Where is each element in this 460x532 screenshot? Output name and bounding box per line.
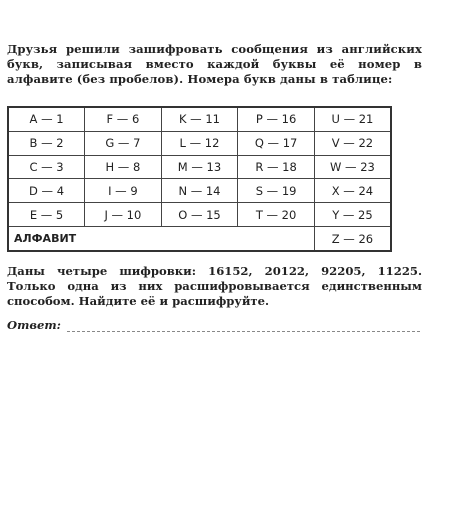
table-cell: J — 10: [85, 203, 162, 227]
table-cell: W — 23: [314, 155, 391, 179]
table-cell: A — 1: [8, 107, 85, 131]
table-cell: T — 20: [238, 203, 315, 227]
answer-label: Ответ:: [7, 318, 61, 332]
table-row: [8, 107, 391, 131]
table-row: [8, 155, 391, 179]
table-cell: C — 3: [8, 155, 85, 179]
table-cell: S — 19: [238, 179, 315, 203]
table-cell: N — 14: [161, 179, 238, 203]
table-cell: I — 9: [85, 179, 162, 203]
table-cell: X — 24: [314, 179, 391, 203]
table-row-alphabet: [8, 227, 391, 251]
table-cell: R — 18: [238, 155, 315, 179]
table-cell: P — 16: [238, 107, 315, 131]
table-cell: V — 22: [314, 131, 391, 155]
table-cell: K — 11: [161, 107, 238, 131]
table-cell: L — 12: [161, 131, 238, 155]
table-row: [8, 179, 391, 203]
table-cell: M — 13: [161, 155, 238, 179]
table-cell: E — 5: [8, 203, 85, 227]
alphabet-label: АЛФАВИТ: [8, 227, 314, 251]
table-row: [8, 203, 391, 227]
table-cell: U — 21: [314, 107, 391, 131]
table-cell: Y — 25: [314, 203, 391, 227]
table-cell: O — 15: [161, 203, 238, 227]
table-cell: G — 7: [85, 131, 162, 155]
table-cell: Z — 26: [314, 227, 391, 251]
table-cell: D — 4: [8, 179, 85, 203]
table-cell: Q — 17: [238, 131, 315, 155]
table-cell: F — 6: [85, 107, 162, 131]
answer-input-line[interactable]: [67, 321, 420, 332]
table-cell: B — 2: [8, 131, 85, 155]
table-row: [8, 131, 391, 155]
problem-question: Даны четыре шифровки: 16152, 20122, 92205, 11225. Только одна из них расшифровывается единственным способом. Найдите её и расшифруйте.: [7, 264, 422, 308]
letter-code-table: [7, 106, 392, 252]
problem-intro: Друзья решили зашифровать сообщения из английских букв, записывая вместо каждой буквы её номер в алфавите (без пробелов). Номера букв даны в таблице:: [7, 42, 422, 86]
table-cell: H — 8: [85, 155, 162, 179]
answer-row: [7, 318, 420, 332]
